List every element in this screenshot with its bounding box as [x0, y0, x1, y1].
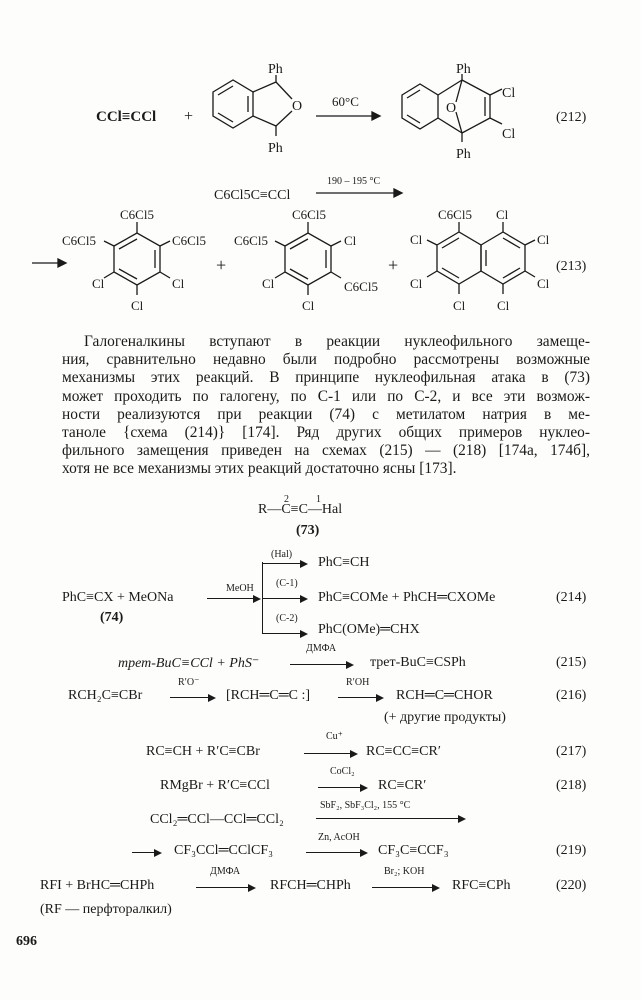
- eq220-cond1: ДМФА: [210, 866, 241, 877]
- p3-cl-bottom-left: Cl: [453, 298, 466, 313]
- eq219-number: (219): [556, 843, 587, 858]
- p2-cl-left: Cl: [262, 276, 275, 291]
- body-paragraph: [62, 333, 590, 479]
- eq214-reactant: PhC≡CX + MeONa: [62, 590, 174, 605]
- eq216-number: (216): [556, 688, 587, 703]
- benzene-ring: [213, 80, 253, 128]
- eq212-number: (212): [556, 110, 587, 125]
- eq212-prod-cl2: Cl: [502, 127, 516, 142]
- eq216-note: (+ другие продукты): [384, 710, 506, 725]
- structure-drawings: [0, 0, 641, 330]
- eq217-right: RC≡CC≡CR′: [366, 744, 441, 759]
- eq216-arrow2: [338, 697, 382, 698]
- eq215-condition: ДМФА: [306, 643, 337, 654]
- eq213-condition: 190 – 195 °C: [327, 176, 381, 187]
- eq216-left: RCH₂C≡CBr: [68, 688, 143, 703]
- eq220-note: (RF — перфторалкил): [40, 902, 172, 917]
- s73-num1: 1: [316, 494, 321, 505]
- eq212-reactant1: CCl≡CCl: [96, 109, 157, 125]
- eq215-left: трет-BuC≡CCl + PhS⁻: [118, 656, 260, 671]
- eq220-arrow1: [196, 887, 254, 888]
- eq216-mid: [RCH═C═C :]: [226, 688, 311, 703]
- eq219-mid: CF₃CCl═CClCF₃: [174, 843, 274, 858]
- eq214-branch1-arrow: [262, 563, 306, 564]
- p1-cl-left: Cl: [92, 276, 105, 291]
- eq213-reactant: C6Cl5C≡CCl: [214, 188, 291, 203]
- s73-num2: 2: [284, 494, 289, 505]
- s73-label: (73): [296, 523, 320, 538]
- eq215-number: (215): [556, 655, 587, 670]
- p1-cl-bottom: Cl: [131, 298, 144, 313]
- paragraph-line: таноле {схема (214)} [174]. Ряд других общих примеров нуклео-: [62, 424, 590, 442]
- eq217-number: (217): [556, 744, 587, 759]
- eq212-prod-ph-top: Ph: [456, 62, 471, 77]
- p3-cl-bottom-right: Cl: [497, 298, 510, 313]
- eq216-arrow1: [170, 697, 214, 698]
- eq212-prod-cl1: Cl: [502, 86, 516, 101]
- eq214-branch3-label: (C-2): [276, 613, 298, 624]
- eq217-left: RC≡CH + R′C≡CBr: [146, 744, 260, 759]
- p3-c6cl5-top: C6Cl5: [438, 207, 472, 222]
- p3-cl-right-bottom: Cl: [537, 276, 550, 291]
- p3-cl-right-top: Cl: [537, 232, 550, 247]
- paragraph-line: ности реализуются при реакции (74) с метилатом натрия в ме-: [62, 405, 590, 423]
- eq214-branch2-product: PhC≡COMe + PhCH═CXOMe: [318, 590, 496, 605]
- p2-c6cl5-right: C6Cl5: [344, 279, 378, 294]
- eq218-right: RC≡CR′: [378, 778, 427, 793]
- paragraph-line: ния, сравнительно недавно были подробно рассмотрены возможные: [62, 351, 590, 369]
- paragraph-line: механизмы этих реакций. В принципе нуклеофильная атака в (73): [62, 369, 590, 387]
- eq214-main-arrow: [207, 598, 259, 599]
- eq219-right: CF₃C≡CCF₃: [378, 843, 449, 858]
- eq219-arrow1: [316, 818, 464, 819]
- page-number: 696: [16, 934, 37, 949]
- eq214-solvent: MeOH: [226, 583, 254, 594]
- eq219-arrow2: [306, 852, 366, 853]
- eq214-number: (214): [556, 590, 587, 605]
- eq220-arrow2: [372, 887, 438, 888]
- p1-cl-right: Cl: [172, 276, 185, 291]
- s73-formula: R—C≡C—Hal: [258, 502, 343, 517]
- eq213-plus2: +: [388, 255, 399, 275]
- eq220-right: RFC≡CPh: [452, 878, 511, 893]
- eq214-branch2-label: (C-1): [276, 578, 298, 589]
- eq212-ph-bottom: Ph: [268, 141, 283, 156]
- eq217-condition: Cu⁺: [326, 731, 343, 742]
- eq220-mid: RFCH═CHPh: [270, 878, 351, 893]
- eq219-arrow0: [132, 852, 160, 853]
- eq212-ph-top: Ph: [268, 62, 283, 77]
- paragraph-line: может проходить по галогену, по С-1 или по С-2, и все эти возмож-: [62, 387, 590, 405]
- eq220-cond2: Br₂; KOH: [384, 866, 425, 877]
- eq216-cond1: R′O⁻: [178, 677, 200, 688]
- eq215-right: трет-BuC≡CSPh: [370, 655, 466, 670]
- eq216-cond2: R′OH: [346, 677, 370, 688]
- eq214-branch3-arrow: [262, 633, 306, 634]
- eq220-number: (220): [556, 878, 587, 893]
- eq218-left: RMgBr + R′C≡CCl: [160, 778, 270, 793]
- eq220-left: RFI + BrHC═CHPh: [40, 878, 155, 893]
- eq214-branch3-product: PhC(OMe)═CHX: [318, 622, 420, 637]
- p3-cl-left-bottom: Cl: [410, 276, 423, 291]
- eq212-prod-o: O: [446, 101, 457, 116]
- eq214-branch2-arrow: [262, 598, 306, 599]
- p2-c6cl5-left: C6Cl5: [234, 233, 268, 248]
- p2-cl-bottom: Cl: [302, 298, 315, 313]
- eq217-arrow: [304, 753, 356, 754]
- eq212-plus: +: [184, 108, 194, 125]
- p3-cl-top-right: Cl: [496, 207, 509, 222]
- eq213-plus1: +: [216, 255, 227, 275]
- eq216-right: RCH═C═CHOR: [396, 688, 493, 703]
- eq212-condition: 60°C: [332, 94, 359, 109]
- p1-c6cl5-top: C6Cl5: [120, 207, 154, 222]
- eq213-number: (213): [556, 259, 587, 274]
- p2-c6cl5-top: C6Cl5: [292, 207, 326, 222]
- eq218-number: (218): [556, 778, 587, 793]
- p2-cl-right: Cl: [344, 233, 357, 248]
- paragraph-line: фильного замещения приведен на схемах (215) — (218) [174а, 174б],: [62, 442, 590, 460]
- eq212-prod-ph-bottom: Ph: [456, 147, 471, 162]
- eq219-cond2: Zn, AcOH: [318, 832, 360, 843]
- eq218-condition: CoCl₂: [330, 766, 355, 777]
- eq214-branch1-label: (Hal): [271, 549, 293, 560]
- eq214-branch1-product: PhC≡CH: [318, 555, 370, 570]
- p1-c6cl5-right: C6Cl5: [172, 233, 206, 248]
- p1-c6cl5-left: C6Cl5: [62, 233, 96, 248]
- p3-cl-left-top: Cl: [410, 232, 423, 247]
- eq218-arrow: [318, 787, 366, 788]
- eq219-left: CCl₂═CCl—CCl═CCl₂: [150, 812, 284, 827]
- paragraph-line: Галогеналкины вступают в реакции нуклеофильного замеще-: [84, 333, 590, 350]
- eq212-oxygen: O: [292, 99, 303, 114]
- paragraph-line: хотя не все механизмы этих реакций достаточно ясны [173].: [62, 460, 457, 478]
- eq214-label74: (74): [100, 610, 124, 625]
- eq219-cond1: SbF₂, SbF₃Cl₂, 155 °C: [320, 800, 411, 811]
- eq215-arrow: [290, 664, 352, 665]
